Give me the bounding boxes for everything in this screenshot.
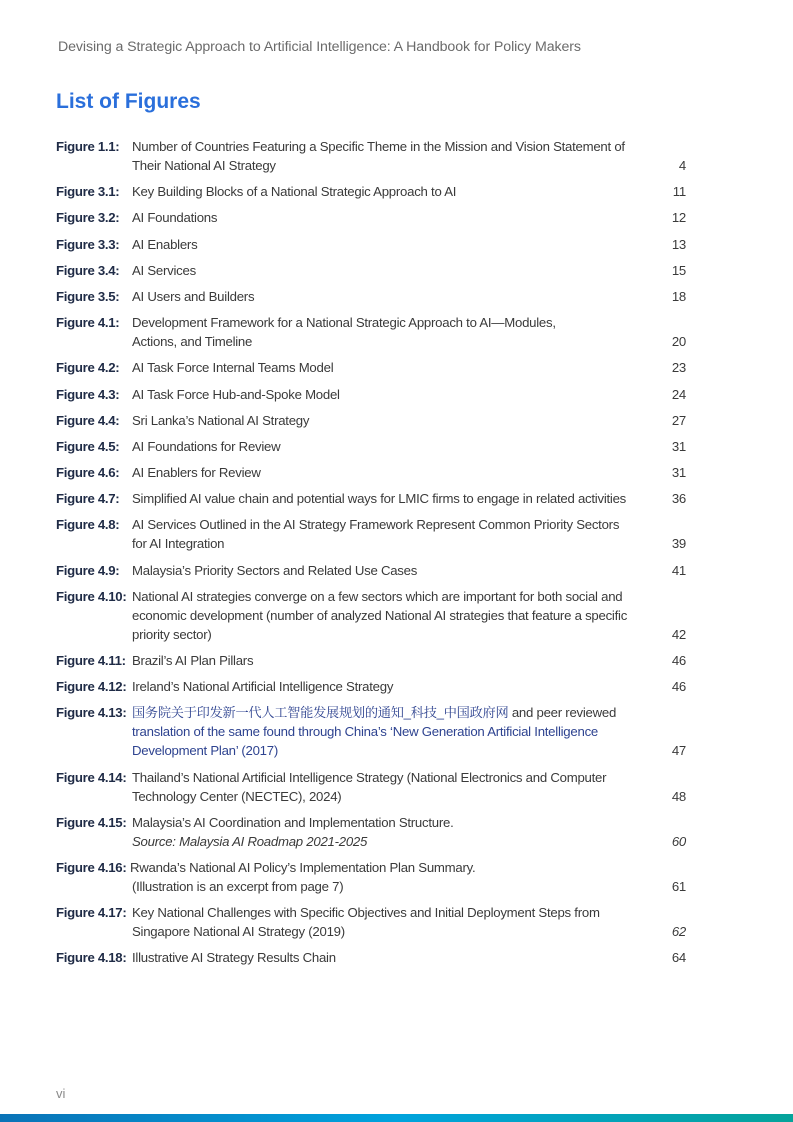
figure-entry[interactable] — [56, 703, 686, 760]
figure-title-line: Illustrative AI Strategy Results Chain — [132, 950, 336, 966]
figure-title-line: AI Foundations — [132, 210, 218, 226]
figure-entry[interactable] — [56, 768, 686, 806]
figure-entry[interactable] — [56, 137, 686, 175]
figure-title-line: Singapore National AI Strategy (2019) — [132, 924, 345, 940]
figure-entry[interactable] — [56, 515, 686, 553]
figure-label: Figure 4.16: — [56, 859, 127, 875]
figure-label: Figure 3.5: — [56, 288, 120, 304]
figure-entry[interactable] — [56, 313, 686, 351]
figure-title[interactable] — [132, 261, 654, 280]
figure-entry[interactable] — [56, 463, 686, 482]
figure-title[interactable] — [132, 587, 654, 644]
figure-title-line: AI Foundations for Review — [132, 438, 281, 454]
figure-title[interactable] — [132, 463, 654, 482]
figure-title[interactable] — [132, 651, 654, 670]
figure-label: Figure 4.13: — [56, 705, 127, 721]
figure-entry[interactable] — [56, 677, 686, 696]
footer-gradient-bar — [0, 1114, 793, 1122]
figure-label: Figure 3.3: — [56, 236, 120, 252]
figure-entry[interactable] — [56, 287, 686, 306]
figure-page[interactable]: 61 — [671, 878, 686, 894]
figure-entry[interactable] — [56, 651, 686, 670]
figure-title-line: National AI strategies converge on a few sectors which are important for both social and — [132, 588, 623, 604]
figure-title-line: AI Task Force Internal Teams Model — [132, 360, 334, 376]
figure-page[interactable]: 48 — [671, 788, 686, 804]
figure-entry[interactable] — [56, 358, 686, 377]
figure-title-line[interactable]: Development Plan’ (2017) — [132, 743, 278, 759]
figure-title-line: Rwanda’s National AI Policy’s Implementation Plan Summary. — [130, 859, 476, 875]
figure-title[interactable] — [132, 208, 654, 227]
figure-label: Figure 4.1: — [56, 315, 120, 331]
figure-title[interactable] — [132, 313, 654, 351]
figure-page[interactable]: 4 — [678, 158, 686, 173]
figure-title[interactable] — [132, 677, 654, 696]
figure-label: Figure 4.2: — [56, 360, 120, 376]
figure-title-line: Malaysia’s AI Coordination and Implementation Structure. — [132, 814, 454, 830]
figure-entry[interactable] — [56, 411, 686, 430]
figure-title-line: Key Building Blocks of a National Strategic Approach to AI — [132, 184, 457, 200]
figure-label: Figure 3.2: — [56, 210, 120, 226]
figure-title[interactable] — [132, 703, 654, 760]
figure-label: Figure 4.6: — [56, 465, 120, 481]
figure-label: Figure 4.5: — [56, 438, 120, 454]
figure-page[interactable]: 23 — [671, 360, 686, 376]
figure-label: Figure 4.10: — [56, 588, 127, 604]
figure-page[interactable]: 46 — [671, 679, 686, 695]
figure-title-line: priority sector) — [132, 626, 212, 642]
figure-page[interactable]: 42 — [671, 626, 686, 642]
figure-title-line: (Illustration is an excerpt from page 7) — [132, 878, 344, 894]
figure-page[interactable]: 18 — [671, 288, 686, 304]
figure-page[interactable]: 15 — [671, 262, 686, 278]
figure-source: Source: Malaysia AI Roadmap 2021-2025 — [132, 833, 368, 849]
figure-title-line: Technology Center (NECTEC), 2024) — [132, 788, 342, 804]
figure-title[interactable] — [132, 489, 654, 508]
figure-entry[interactable] — [56, 261, 686, 280]
figure-page[interactable]: 36 — [671, 491, 686, 507]
figure-page[interactable]: 12 — [671, 210, 686, 226]
figure-page[interactable]: 31 — [671, 438, 686, 454]
figure-entry[interactable] — [56, 489, 686, 508]
figure-label: Figure 4.7: — [56, 491, 120, 507]
figure-list — [56, 137, 686, 975]
figure-title-line: Brazil’s AI Plan Pillars — [132, 653, 254, 668]
figure-title[interactable] — [132, 515, 654, 553]
figure-page[interactable]: 64 — [671, 950, 686, 966]
figure-page[interactable]: 20 — [671, 334, 686, 350]
figure-title-line: AI Services Outlined in the AI Strategy Framework Represent Common Priority Sectors — [132, 517, 620, 533]
figure-title[interactable] — [132, 385, 654, 404]
figure-label: Figure 1.1: — [56, 139, 120, 154]
figure-entry[interactable] — [56, 385, 686, 404]
figure-label: Figure 4.3: — [56, 386, 120, 402]
figure-title-text: and peer reviewed — [508, 705, 617, 721]
figure-entry[interactable] — [56, 903, 686, 941]
running-header: Devising a Strategic Approach to Artificial Intelligence: A Handbook for Policy Makers — [58, 39, 581, 55]
figure-page[interactable]: 39 — [671, 536, 686, 552]
figure-title[interactable] — [132, 768, 654, 806]
source-link[interactable]: 国务院关于印发新一代人工智能发展规划的通知_科技_中国政府网 — [132, 705, 509, 721]
figure-page[interactable]: 31 — [671, 465, 686, 481]
figure-label: Figure 4.4: — [56, 412, 120, 428]
figure-title-line: Development Framework for a National Strategic Approach to AI—Modules, — [132, 315, 556, 331]
figure-title[interactable] — [132, 182, 654, 201]
figure-entry[interactable] — [56, 208, 686, 227]
figure-title-line: Key National Challenges with Specific Objectives and Initial Deployment Steps from — [132, 905, 600, 921]
figure-label: Figure 3.4: — [56, 262, 120, 278]
page-title: List of Figures — [56, 90, 201, 113]
figure-page[interactable]: 60 — [671, 833, 686, 849]
figure-entry[interactable] — [56, 182, 686, 201]
figure-title[interactable] — [132, 137, 654, 175]
figure-title-line: AI Enablers for Review — [132, 465, 261, 481]
figure-title[interactable] — [132, 813, 654, 851]
figure-page[interactable]: 47 — [671, 743, 686, 759]
figure-title-line: Simplified AI value chain and potential ways for LMIC firms to engage in related activities — [132, 491, 627, 507]
figure-page[interactable]: 24 — [671, 386, 686, 402]
page-number: vi — [56, 1086, 66, 1101]
figure-title[interactable] — [132, 561, 654, 580]
figure-title-line: Malaysia’s Priority Sectors and Related Use Cases — [132, 562, 418, 578]
figure-title-line: AI Services — [132, 262, 196, 278]
figure-entry[interactable] — [56, 437, 686, 456]
figure-title[interactable] — [132, 358, 654, 377]
figure-title-line: AI Users and Builders — [132, 288, 255, 304]
figure-page[interactable]: 27 — [671, 412, 686, 428]
figure-title[interactable] — [130, 858, 654, 896]
figure-page[interactable]: 13 — [671, 236, 686, 252]
figure-title-line: Actions, and Timeline — [132, 334, 253, 350]
figure-label: Figure 4.12: — [56, 679, 127, 695]
figure-title[interactable] — [132, 903, 654, 941]
figure-label: Figure 4.15: — [56, 814, 127, 830]
figure-title-line: Their National AI Strategy — [132, 158, 276, 173]
figure-title-line: economic development (number of analyzed National AI strategies that feature a specific — [132, 607, 628, 623]
figure-title-line: AI Task Force Hub-and-Spoke Model — [132, 386, 340, 402]
figure-title-line: Number of Countries Featuring a Specific Theme in the Mission and Vision Statement of — [132, 139, 625, 154]
figure-title[interactable] — [132, 948, 654, 967]
figure-title-line: Sri Lanka’s National AI Strategy — [132, 412, 310, 428]
figure-title-line[interactable]: translation of the same found through China’s ‘New Generation Artificial Intelligence — [132, 724, 598, 740]
figure-page[interactable]: 46 — [671, 653, 686, 668]
figure-title[interactable] — [132, 287, 654, 306]
figure-entry[interactable] — [56, 235, 686, 254]
figure-title[interactable] — [132, 411, 654, 430]
figure-entry[interactable] — [56, 948, 686, 967]
figure-label: Figure 4.17: — [56, 905, 127, 921]
figure-label: Figure 4.14: — [56, 769, 127, 785]
figure-label: Figure 3.1: — [56, 184, 120, 200]
figure-title-line: Thailand’s National Artificial Intelligence Strategy (National Electronics and Computer — [132, 769, 607, 785]
figure-page[interactable]: 41 — [671, 562, 686, 578]
figure-label: Figure 4.9: — [56, 562, 120, 578]
figure-entry[interactable] — [56, 813, 686, 851]
figure-label: Figure 4.11: — [56, 653, 126, 668]
figure-label: Figure 4.8: — [56, 517, 120, 533]
figure-page[interactable]: 11 — [672, 184, 686, 200]
figure-entry[interactable] — [56, 561, 686, 580]
figure-label: Figure 4.18: — [56, 950, 127, 966]
figure-title-line: AI Enablers — [132, 236, 198, 252]
figure-page[interactable]: 62 — [671, 924, 686, 940]
figure-entry[interactable] — [56, 858, 686, 896]
figure-title[interactable] — [132, 437, 654, 456]
figure-entry[interactable] — [56, 587, 686, 644]
figure-title[interactable] — [132, 235, 654, 254]
figure-title-line: for AI Integration — [132, 536, 225, 552]
figure-title-line: Ireland’s National Artificial Intelligence Strategy — [132, 679, 394, 695]
